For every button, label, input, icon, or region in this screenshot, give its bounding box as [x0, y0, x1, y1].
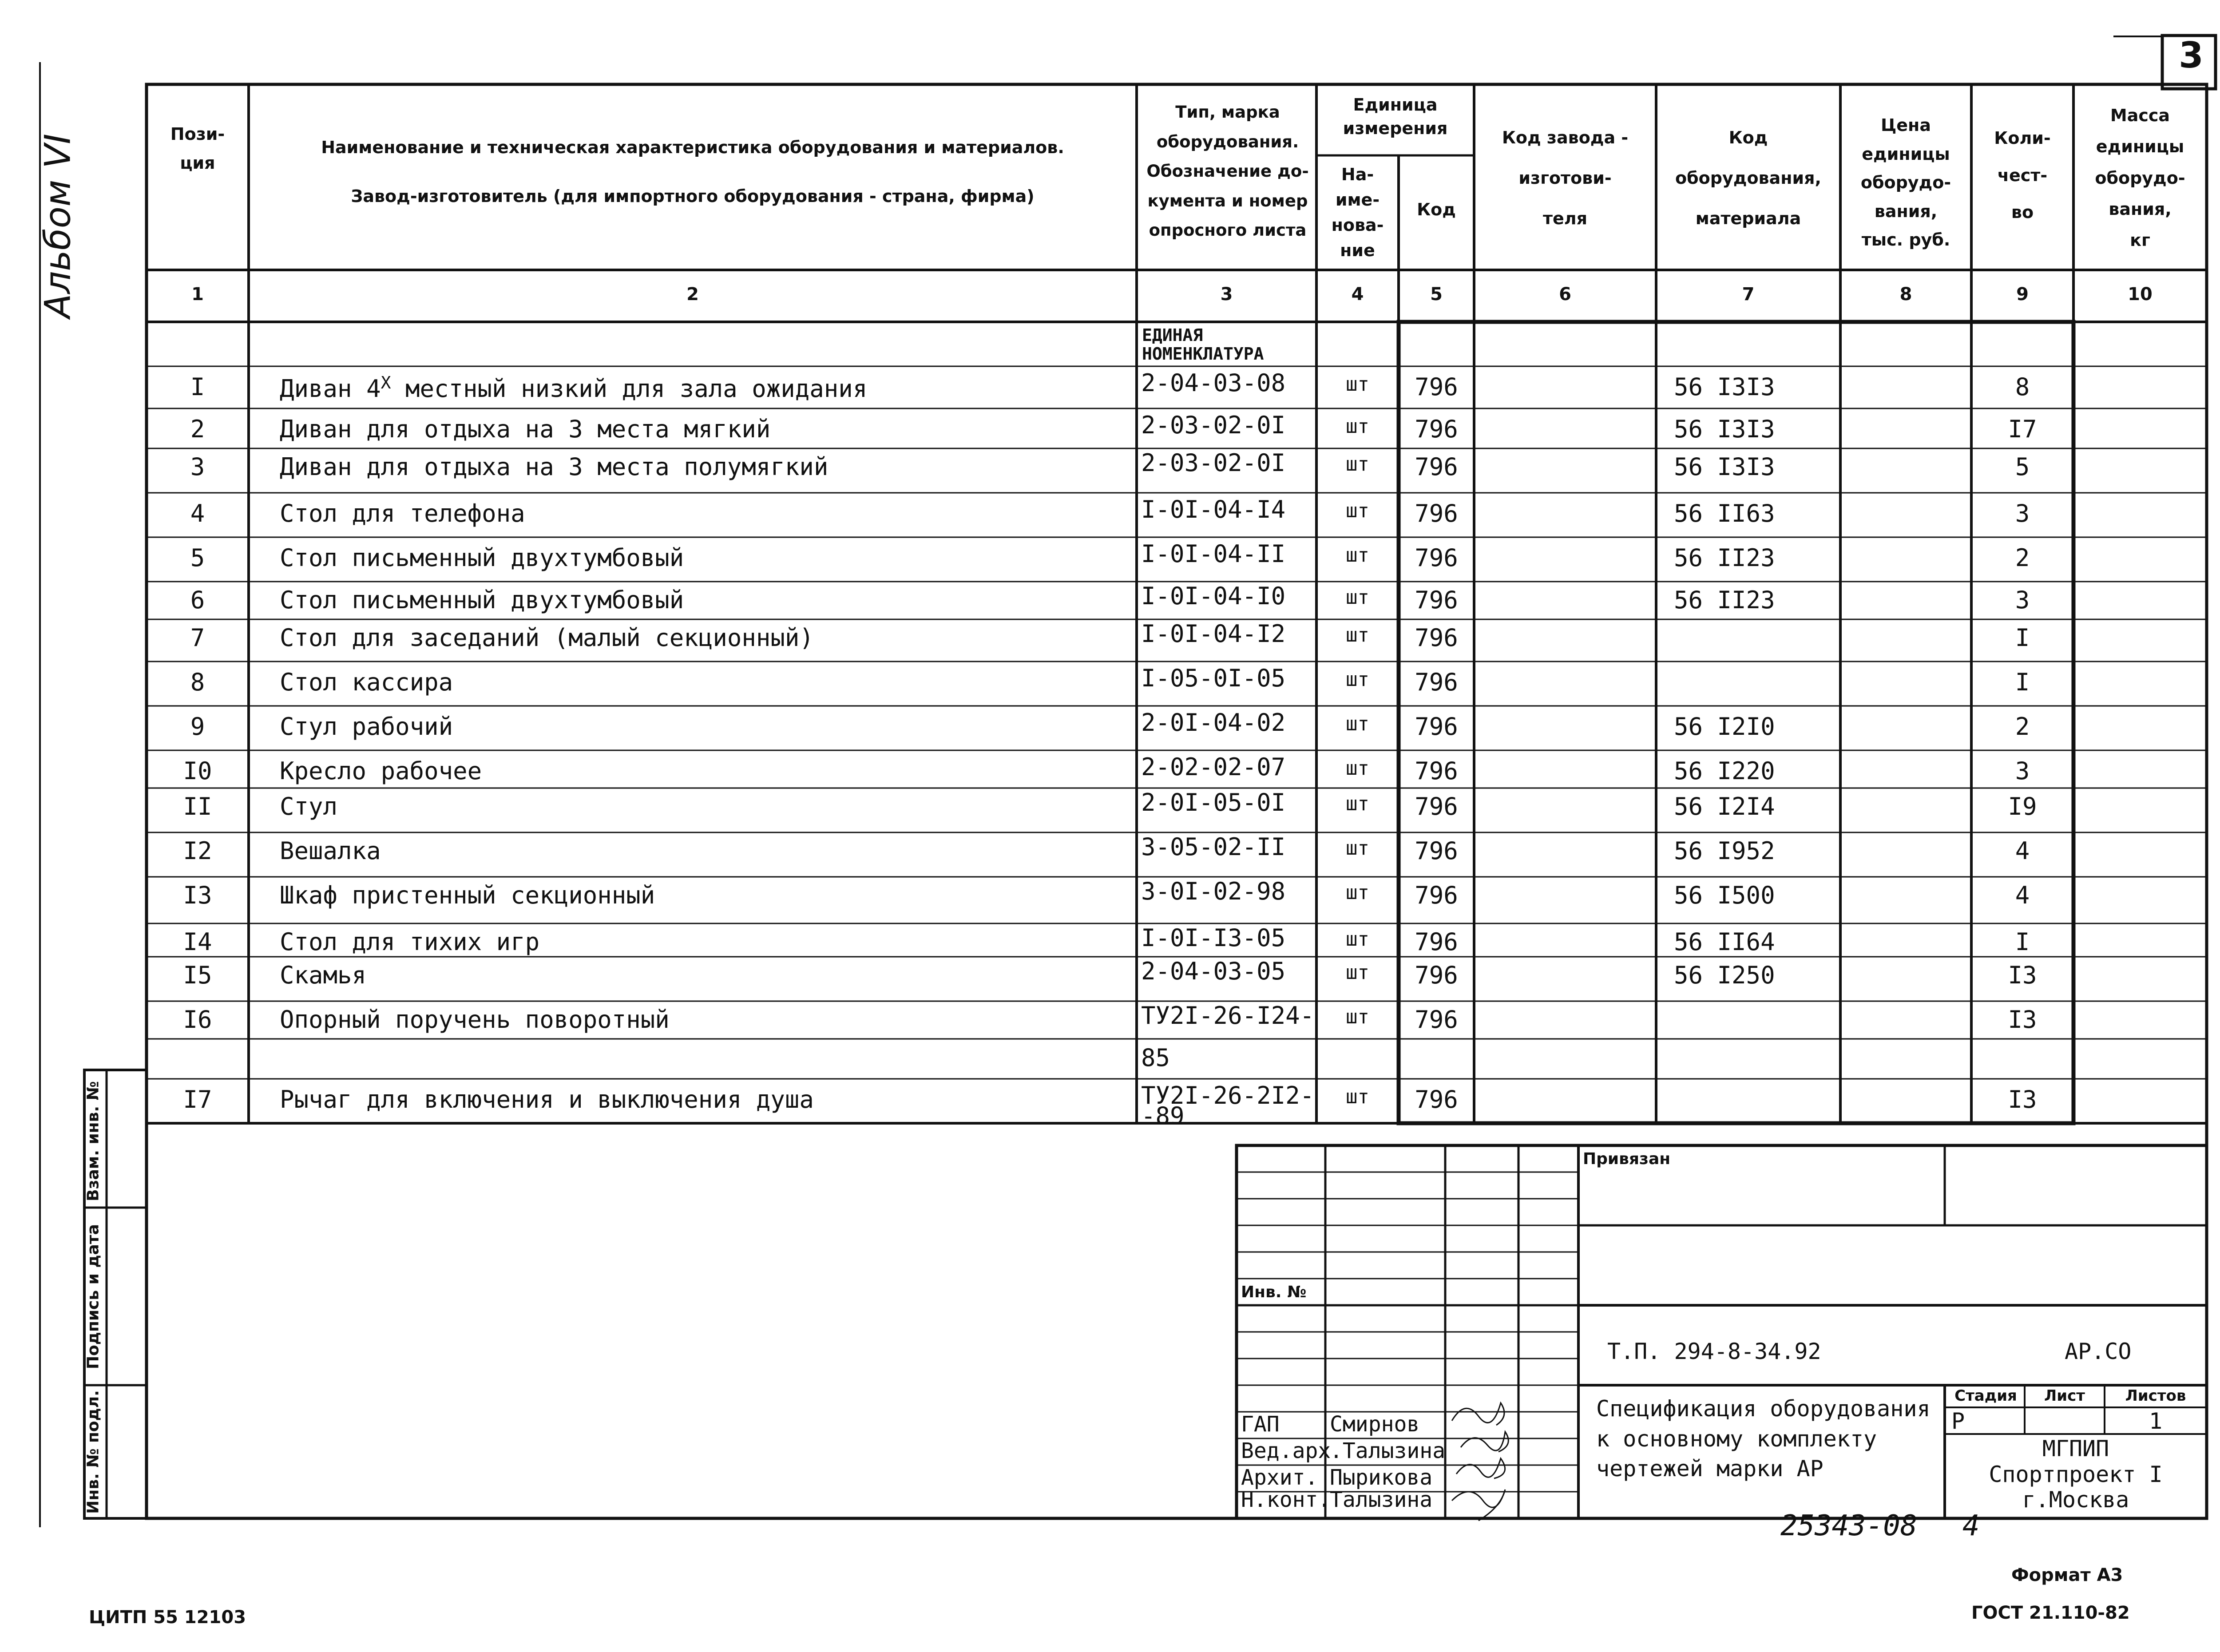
row-unit: шт — [1346, 757, 1369, 780]
row-name — [280, 453, 828, 481]
row-name — [280, 792, 337, 820]
column-number: 9 — [2016, 284, 2029, 305]
row-doc: 85 — [1141, 1044, 1170, 1072]
row-doc: 2-0I-05-0I — [1141, 788, 1286, 816]
row-unit: шт — [1346, 881, 1369, 904]
signer-name: .Талызина — [1330, 1438, 1446, 1463]
row-unit-code: 796 — [1415, 544, 1458, 572]
row-material-code: 56 I220 — [1674, 757, 1775, 785]
row-unit-code: 796 — [1415, 757, 1458, 785]
row-doc: ТУ2I-26-I24- — [1141, 1002, 1315, 1030]
signer-role: Вед.арх — [1241, 1438, 1331, 1463]
signature-mark — [1461, 1432, 1508, 1452]
signer-name: Пырикова — [1330, 1465, 1433, 1490]
sheet-number: 3 — [2179, 35, 2204, 76]
row-doc: 2-0I-04-02 — [1141, 709, 1286, 737]
gost-label: ГОСТ 21.110-82 — [1971, 1603, 2130, 1623]
signature-mark — [1456, 1458, 1505, 1478]
stage-value: Р — [1951, 1408, 1965, 1434]
side-label-sign-date: Подпись и дата — [84, 1224, 103, 1369]
inv-label: Инв. № — [1241, 1283, 1307, 1301]
column-number: 7 — [1742, 284, 1755, 305]
header-unit-code: Код — [1417, 200, 1456, 219]
row-name-text: Диван 4 — [280, 375, 381, 403]
row-name-text: Стул — [280, 792, 338, 820]
row-material-code: 56 I3I3 — [1674, 453, 1775, 481]
row-unit-code: 796 — [1415, 1085, 1458, 1113]
row-position: I4 — [183, 928, 212, 956]
row-name-superscript: X — [381, 373, 391, 392]
row-name — [280, 544, 684, 572]
signer-role: ГАП — [1241, 1412, 1280, 1437]
row-material-code: 56 II23 — [1674, 544, 1775, 572]
row-quantity: 2 — [2015, 713, 2030, 741]
row-unit: шт — [1346, 928, 1369, 951]
row-name-text-cont: местный низкий для зала ожидания — [391, 375, 868, 403]
row-doc: I-05-0I-05 — [1141, 664, 1286, 692]
row-material-code: 56 I2I0 — [1674, 713, 1775, 741]
row-name-text: Стол для телефона — [280, 499, 525, 527]
row-unit: шт — [1346, 668, 1369, 691]
row-doc: 3-0I-02-98 — [1141, 877, 1286, 905]
row-name-text: Стол письменный двухтумбовый — [280, 586, 684, 614]
header-position: Пози- ция — [170, 124, 225, 173]
row-quantity: 3 — [2015, 499, 2030, 527]
spec-title: Спецификация оборудования к основному комплекту чертежей марки АР — [1596, 1396, 1931, 1482]
row-unit: шт — [1346, 837, 1369, 860]
column-number: 2 — [686, 284, 699, 305]
header-quantity: Коли- чест- во — [1994, 128, 2051, 222]
row-position: 7 — [190, 624, 205, 652]
stage-label: Стадия — [1954, 1387, 2017, 1405]
row-quantity: I7 — [2008, 415, 2037, 443]
row-unit: шт — [1346, 453, 1369, 475]
signature-mark — [1452, 1403, 1504, 1425]
row-quantity: 3 — [2015, 586, 2030, 614]
row-material-code: 56 I250 — [1674, 961, 1775, 989]
row-name — [280, 373, 867, 403]
sheet-label: Лист — [2044, 1387, 2085, 1405]
row-name-text: Стол письменный двухтумбовый — [280, 544, 684, 572]
column-number: 5 — [1430, 284, 1443, 305]
row-doc: I-0I-04-I0 — [1141, 582, 1286, 610]
row-material-code: 56 I2I4 — [1674, 792, 1775, 820]
row-doc: 3-05-02-II — [1141, 833, 1286, 861]
row-name — [280, 961, 366, 989]
header-unit: Единица измерения — [1343, 95, 1448, 139]
sheets-value: 1 — [2149, 1408, 2163, 1434]
row-position: 2 — [190, 415, 205, 443]
header-material-code: Код оборудования, материала — [1675, 128, 1821, 229]
row-name — [280, 881, 655, 909]
row-unit: шт — [1346, 624, 1369, 646]
row-quantity: I3 — [2008, 1085, 2037, 1113]
row-unit-code: 796 — [1415, 713, 1458, 741]
header-factory-code: Код завода - изготови- теля — [1502, 128, 1629, 229]
row-quantity: 5 — [2015, 453, 2030, 481]
row-position: I3 — [183, 881, 212, 909]
row-name — [280, 757, 482, 785]
signer-name: Смирнов — [1330, 1412, 1420, 1437]
column-number: 8 — [1899, 284, 1912, 305]
row-material-code: 56 I3I3 — [1674, 373, 1775, 401]
row-name — [280, 928, 539, 956]
row-position: 9 — [190, 713, 205, 741]
row-position: I — [190, 373, 205, 401]
row-unit-code: 796 — [1415, 373, 1458, 401]
header-mass: Масса единицы оборудо- вания, кг — [2095, 106, 2185, 250]
sheets-label: Листов — [2125, 1387, 2186, 1405]
row-name — [280, 668, 453, 696]
row-unit-code: 796 — [1415, 837, 1458, 865]
row-unit-code: 796 — [1415, 961, 1458, 989]
row-unit: шт — [1346, 586, 1369, 609]
row-name — [280, 499, 525, 527]
column-number: 1 — [191, 284, 204, 305]
citp-label: ЦИТП 55 12103 — [89, 1607, 246, 1628]
row-unit: шт — [1346, 713, 1369, 735]
row-name-text: Шкаф пристенный секционный — [280, 881, 655, 909]
row-position: 6 — [190, 586, 205, 614]
header-type: Тип, марка оборудования. Обозначение до- кумента и номер опросного листа — [1146, 103, 1309, 240]
row-position: 8 — [190, 668, 205, 696]
header-price: Цена единицы оборудо- вания, тыс. руб. — [1860, 115, 1951, 250]
row-material-code: 56 I3I3 — [1674, 415, 1775, 443]
row-doc: 2-04-03-08 — [1141, 369, 1286, 397]
row-name-text: Стол для заседаний (малый секционный) — [280, 624, 814, 652]
row-quantity: I — [2015, 668, 2030, 696]
row-quantity: I — [2015, 928, 2030, 956]
row-unit: шт — [1346, 792, 1369, 815]
row-name-text: Опорный поручень поворотный — [280, 1006, 670, 1034]
row-material-code: 56 I952 — [1674, 837, 1775, 865]
row-doc: 2-04-03-05 — [1141, 957, 1286, 985]
signer-role: Архит. — [1241, 1465, 1318, 1490]
row-unit: шт — [1346, 961, 1369, 984]
row-name-text: Стол для тихих игр — [280, 928, 540, 956]
row-doc: 2-02-02-07 — [1141, 753, 1286, 781]
row-position: I7 — [183, 1085, 212, 1113]
row-unit-code: 796 — [1415, 881, 1458, 909]
row-material-code: 56 II63 — [1674, 499, 1775, 527]
row-quantity: I3 — [2008, 1006, 2037, 1034]
side-label-inv-no: Инв. № подл. — [84, 1390, 103, 1514]
row-position: 4 — [190, 499, 205, 527]
row-name — [280, 586, 684, 614]
archive-number: 25343-08 — [1780, 1509, 1918, 1542]
row-doc: I-0I-I3-05 — [1141, 924, 1286, 952]
row-name-text: Рычаг для включения и выключения душа — [280, 1085, 814, 1113]
row-doc: I-0I-04-I2 — [1141, 620, 1286, 648]
row-doc: I-0I-04-II — [1141, 540, 1286, 568]
row-position: I0 — [183, 757, 212, 785]
format-label: Формат А3 — [2011, 1565, 2123, 1585]
row-name — [280, 1006, 670, 1034]
row-unit: шт — [1346, 373, 1369, 396]
row-name — [280, 713, 453, 741]
row-quantity: 4 — [2015, 837, 2030, 865]
row-name-text: Стол кассира — [280, 668, 453, 696]
row-unit-code: 796 — [1415, 928, 1458, 956]
organization: МГПИП Спортпроект I г.Москва — [1989, 1436, 2163, 1513]
row-quantity: 8 — [2015, 373, 2030, 401]
row-unit: шт — [1346, 1006, 1369, 1028]
row-name-text: Диван для отдыха на 3 места полумягкий — [280, 453, 829, 481]
doc-code: Т.П. 294-8-34.92 — [1607, 1339, 1821, 1364]
row-unit-code: 796 — [1415, 499, 1458, 527]
attached-label: Привязан — [1583, 1150, 1671, 1168]
row-position: II — [183, 792, 212, 820]
header-name-line2: Завод-изготовитель (для импортного оборудования - страна, фирма) — [351, 186, 1035, 206]
row-name-text: Скамья — [280, 961, 367, 989]
row-unit-code: 796 — [1415, 415, 1458, 443]
row-position: 5 — [190, 544, 205, 572]
side-label-vzam: Взам. инв. № — [84, 1081, 103, 1201]
header-unit-name: На- име- нова- ние — [1331, 165, 1384, 260]
row-material-code: 56 II23 — [1674, 586, 1775, 614]
row-unit: шт — [1346, 415, 1369, 438]
row-unit-code: 796 — [1415, 624, 1458, 652]
row-unit: шт — [1346, 499, 1369, 522]
row-name-text: Диван для отдыха на 3 места мягкий — [280, 415, 771, 443]
row-unit: шт — [1346, 1085, 1369, 1108]
signer-role: Н.конт. — [1241, 1487, 1331, 1512]
row-doc: 2-03-02-0I — [1141, 449, 1286, 477]
row-name-text: Вешалка — [280, 837, 381, 865]
archive-sheet: 4 — [1962, 1509, 1980, 1542]
signature-mark — [1452, 1490, 1505, 1521]
row-name-text: Кресло рабочее — [280, 757, 482, 785]
row-unit-code: 796 — [1415, 453, 1458, 481]
row-unit: шт — [1346, 544, 1369, 567]
column-number: 3 — [1220, 284, 1233, 305]
row-unit-code: 796 — [1415, 586, 1458, 614]
row-doc: ТУ2I-26-2I2- -89 — [1141, 1082, 1315, 1130]
row-doc: 2-03-02-0I — [1141, 411, 1286, 439]
row-unit-code: 796 — [1415, 792, 1458, 820]
header-name-line1: Наименование и техническая характеристика оборудования и материалов. — [321, 138, 1064, 157]
nomenclature-label: ЕДИНАЯ НОМЕНКЛАТУРА — [1142, 325, 1264, 364]
doc-mark: АР.СО — [2065, 1339, 2132, 1364]
row-quantity: 2 — [2015, 544, 2030, 572]
column-number: 10 — [2128, 284, 2153, 305]
row-quantity: I9 — [2008, 792, 2037, 820]
row-name — [280, 415, 770, 443]
row-name — [280, 624, 814, 652]
row-position: I5 — [183, 961, 212, 989]
row-unit-code: 796 — [1415, 1006, 1458, 1034]
album-label: Альбом VI — [37, 134, 79, 318]
row-position: I6 — [183, 1006, 212, 1034]
row-quantity: I3 — [2008, 961, 2037, 989]
row-name — [280, 1085, 814, 1113]
row-position: 3 — [190, 453, 205, 481]
row-quantity: 4 — [2015, 881, 2030, 909]
signer-name: Талызина — [1330, 1487, 1433, 1512]
row-position: I2 — [183, 837, 212, 865]
row-name — [280, 837, 381, 865]
row-material-code: 56 II64 — [1674, 928, 1775, 956]
row-quantity: 3 — [2015, 757, 2030, 785]
column-number: 4 — [1351, 284, 1364, 305]
column-number: 6 — [1559, 284, 1571, 305]
row-unit-code: 796 — [1415, 668, 1458, 696]
row-name-text: Стул рабочий — [280, 713, 453, 741]
row-quantity: I — [2015, 624, 2030, 652]
row-material-code: 56 I500 — [1674, 881, 1775, 909]
row-doc: I-0I-04-I4 — [1141, 495, 1286, 523]
